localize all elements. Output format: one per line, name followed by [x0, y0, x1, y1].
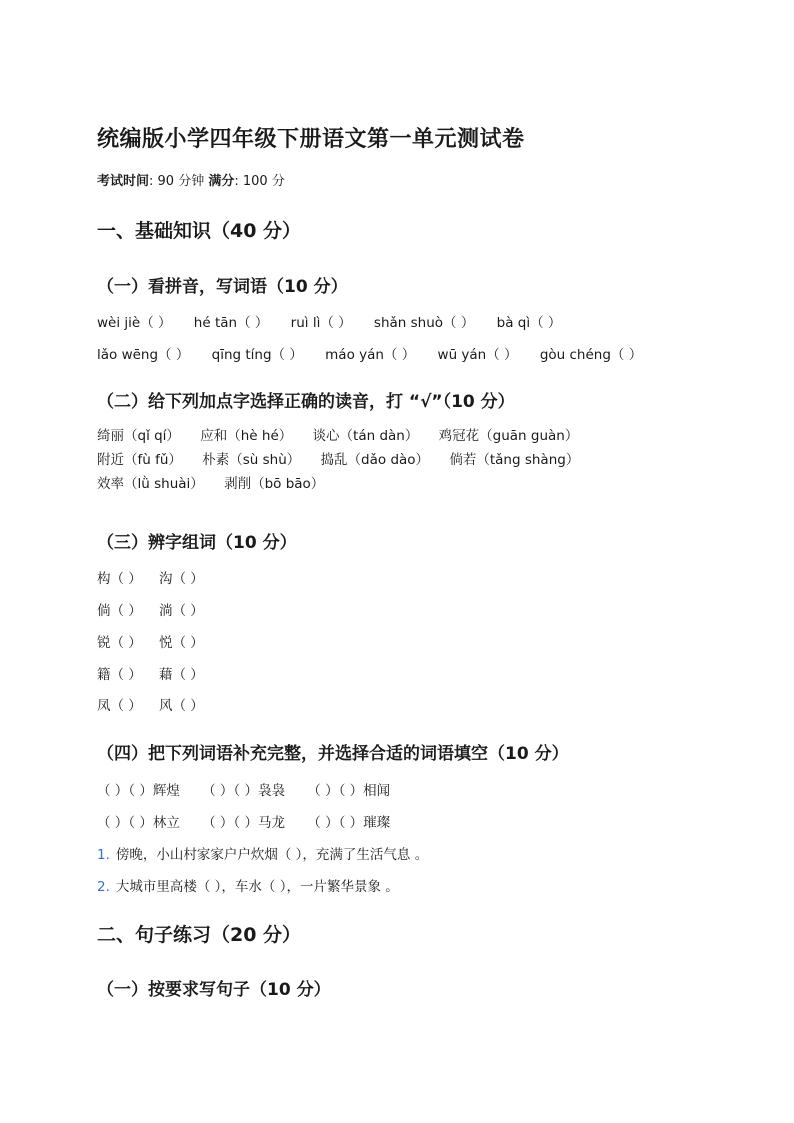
char-item: 淌（ ）	[159, 603, 204, 619]
part1-heading: （一）看拼音，写词语（10 分）	[97, 277, 348, 297]
idiom-item: （ ）（ ）辉煌	[97, 783, 180, 799]
reading-item: 附近（fù fǔ）	[97, 452, 182, 468]
pinyin-item: hé tān（ ）	[193, 315, 269, 331]
char-item: 风（ ）	[159, 698, 204, 714]
reading-item: 剥削（bō bāo）	[224, 476, 325, 492]
idiom-row-1	[97, 779, 408, 799]
char-pair-row	[97, 567, 204, 587]
exam-meta	[97, 170, 285, 189]
char-item: 倘（ ）	[97, 603, 142, 619]
question-text: 大城市里高楼（ ），车水（ ），一片繁华景象 。	[115, 879, 399, 895]
score-value: : 100 分	[234, 174, 285, 189]
pinyin-row-2	[97, 343, 660, 363]
reading-item: 绮丽（qǐ qí）	[97, 428, 180, 444]
time-label: 考试时间	[97, 174, 150, 189]
pinyin-item: máo yán（ ）	[325, 347, 416, 363]
idiom-item: （ ）（ ）马龙	[202, 815, 285, 831]
char-pair-row	[97, 599, 204, 619]
pinyin-item: wū yán（ ）	[437, 347, 518, 363]
reading-choices	[97, 424, 687, 496]
score-label: 满分	[208, 174, 235, 189]
idiom-item: （ ）（ ）林立	[97, 815, 180, 831]
idiom-item: （ ）（ ）袅袅	[202, 783, 285, 799]
char-item: 悦（ ）	[159, 635, 204, 651]
question-text: 傍晚，小山村家家户户炊烟（ ），充满了生活气息 。	[115, 847, 429, 863]
pinyin-item: wèi jiè（ ）	[97, 315, 172, 331]
char-item: 凤（ ）	[97, 698, 142, 714]
char-item: 藉（ ）	[159, 667, 204, 683]
reading-item: 效率（lǜ shuài）	[97, 476, 204, 492]
reading-item: 倘若（tǎng shàng）	[449, 452, 580, 468]
reading-item: 谈心（tán dàn）	[312, 428, 419, 444]
pinyin-item: ruì lì（ ）	[290, 315, 352, 331]
idiom-item: （ ）（ ）相闻	[307, 783, 391, 799]
pinyin-item: bà qì（ ）	[496, 315, 562, 331]
time-value: : 90 分钟	[149, 174, 205, 189]
idiom-item: （ ）（ ）璀璨	[307, 815, 391, 831]
char-pair-row	[97, 663, 204, 683]
fill-question-1	[97, 843, 428, 863]
section2-heading: 二、句子练习（20 分）	[97, 924, 302, 946]
pinyin-item: lǎo wēng（ ）	[97, 347, 190, 363]
char-item: 沟（ ）	[159, 571, 204, 587]
char-pair-row	[97, 631, 204, 651]
pinyin-row-1	[97, 311, 579, 331]
pinyin-item: gòu chéng（ ）	[539, 347, 643, 363]
question-number: 1.	[97, 847, 110, 863]
reading-item: 鸡冠花（guān guàn）	[438, 428, 579, 444]
idiom-row-2	[97, 811, 408, 831]
pinyin-item: shǎn shuò（ ）	[373, 315, 475, 331]
char-pair-row	[97, 694, 204, 714]
part2-heading: （二）给下列加点字选择正确的读音，打 “√”（10 分）	[97, 392, 515, 412]
page-title: 统编版小学四年级下册语文第一单元测试卷	[97, 127, 525, 152]
fill-question-2	[97, 875, 399, 895]
question-number: 2.	[97, 879, 110, 895]
section1-heading: 一、基础知识（40 分）	[97, 220, 302, 242]
section2-part1-heading: （一）按要求写句子（10 分）	[97, 980, 331, 1000]
char-item: 籍（ ）	[97, 667, 142, 683]
part3-heading: （三）辨字组词（10 分）	[97, 533, 297, 553]
reading-item: 捣乱（dǎo dào）	[320, 452, 430, 468]
char-item: 锐（ ）	[97, 635, 142, 651]
reading-item: 朴素（sù shù）	[202, 452, 301, 468]
char-item: 构（ ）	[97, 571, 142, 587]
reading-item: 应和（hè hé）	[200, 428, 293, 444]
part4-heading: （四）把下列词语补充完整，并选择合适的词语填空（10 分）	[97, 744, 569, 764]
pinyin-item: qīng tíng（ ）	[211, 347, 303, 363]
